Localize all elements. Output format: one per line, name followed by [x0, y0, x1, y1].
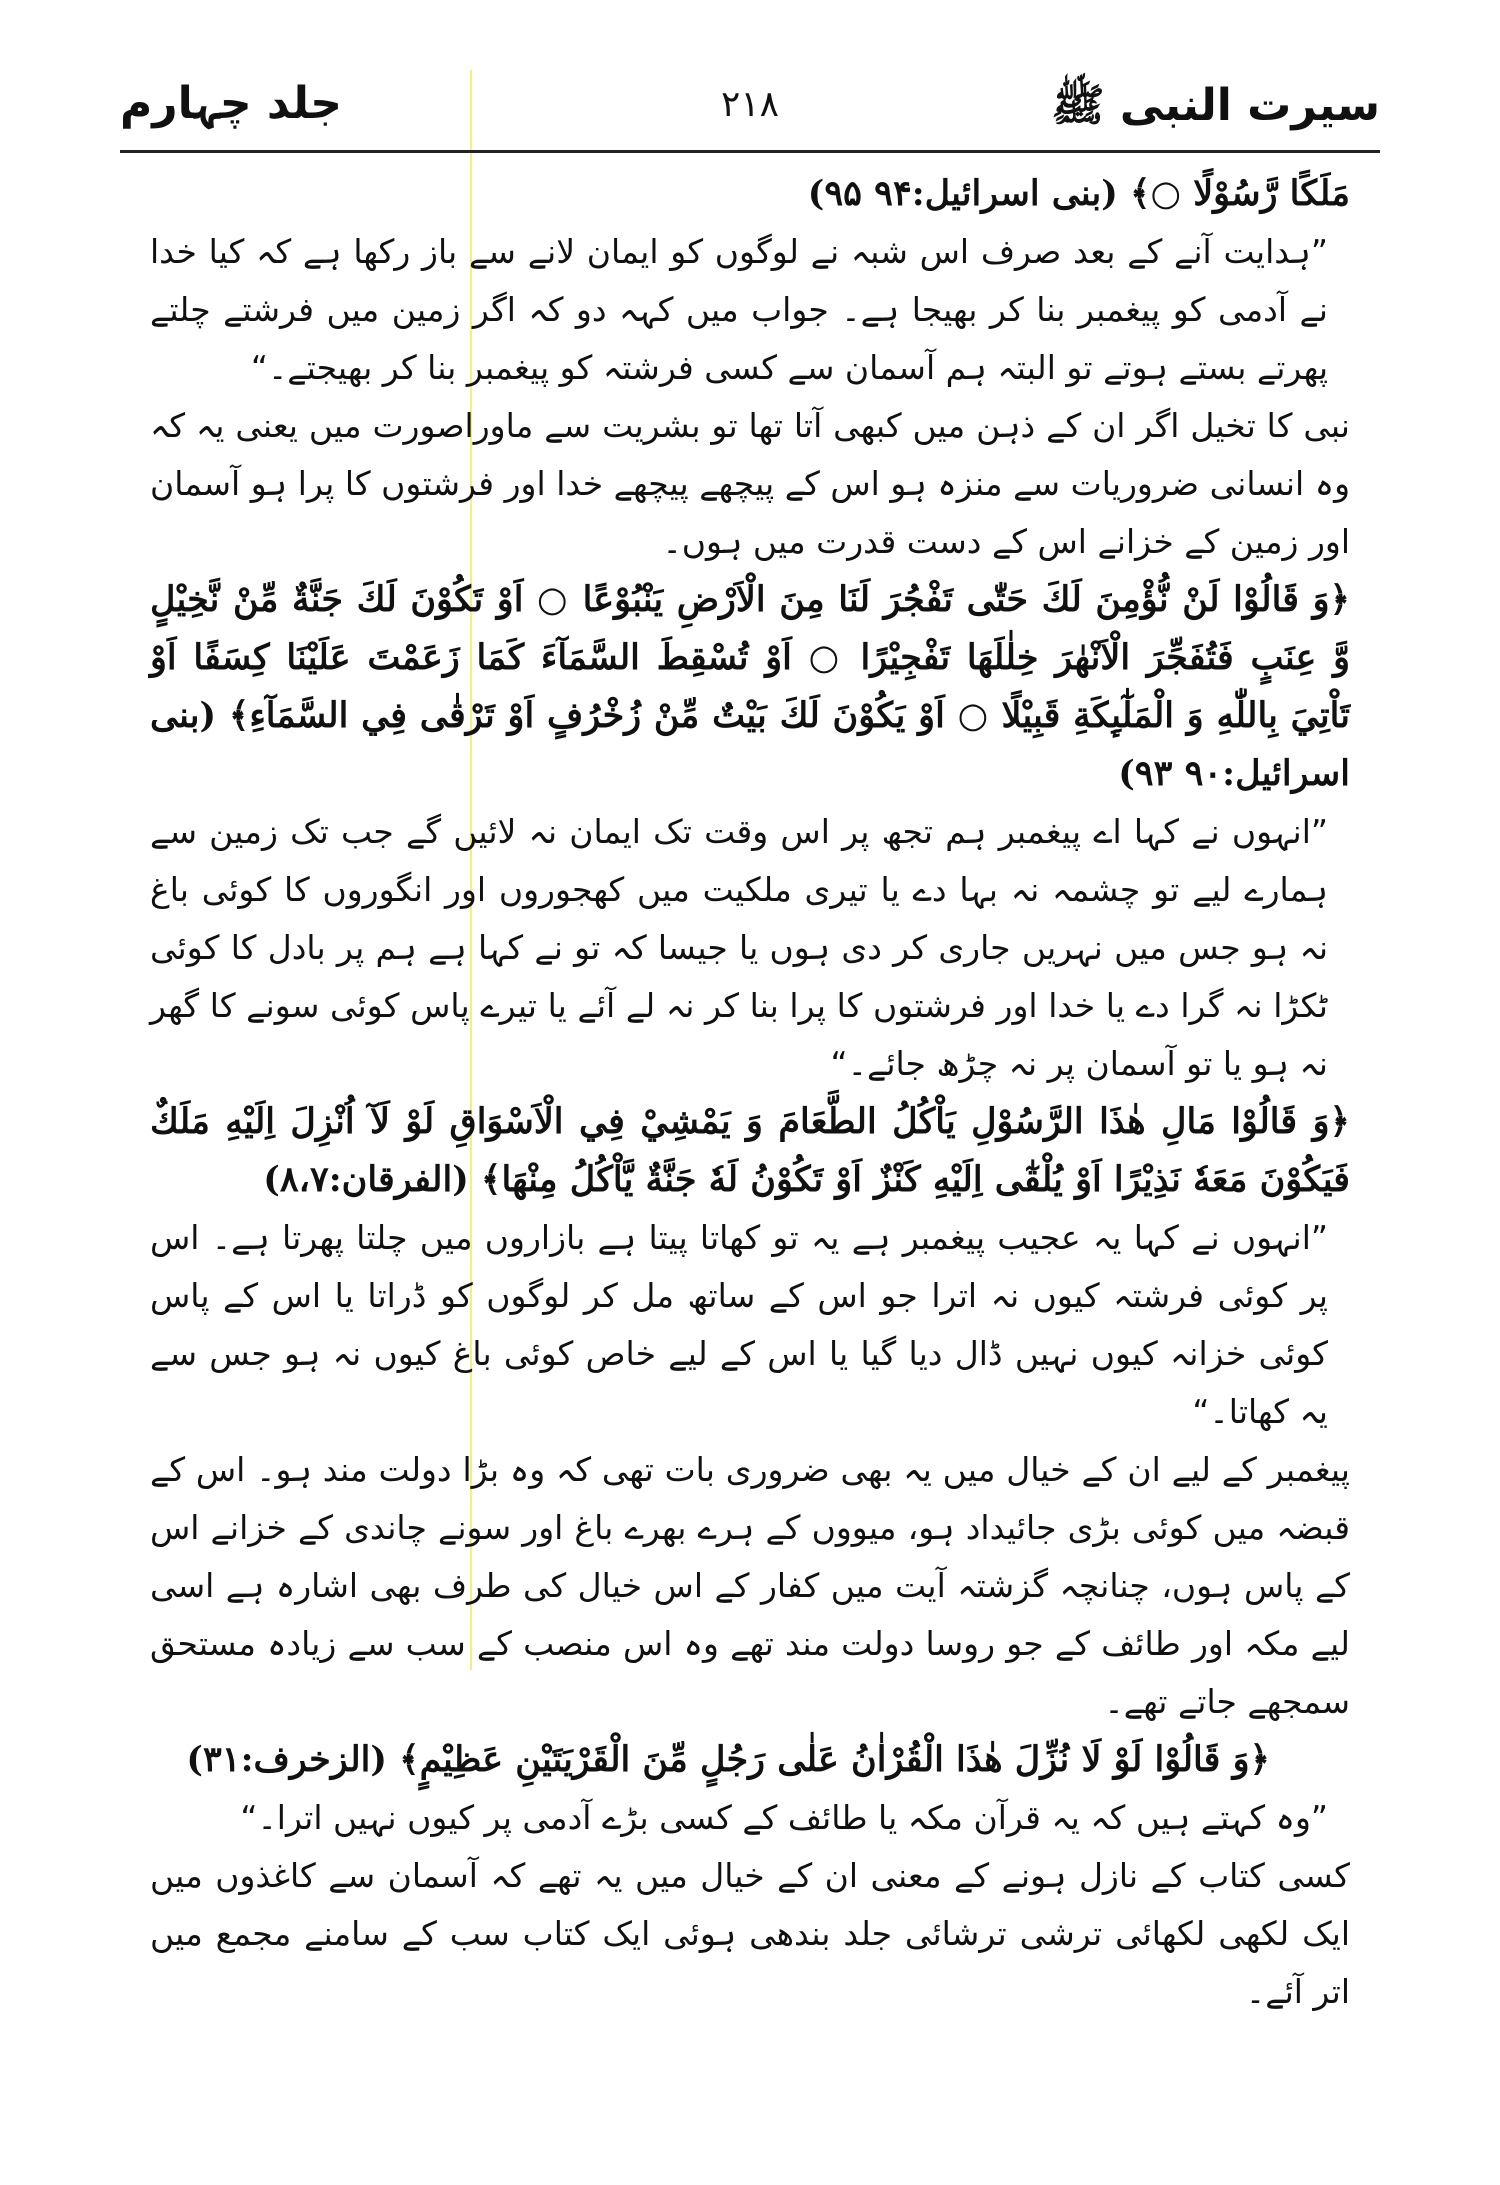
page-body [150, 165, 1350, 2021]
page-header [120, 70, 1380, 153]
volume-label: جلد چہارم [120, 78, 342, 129]
quran-verse: ﴿وَ قَالُوْا مَالِ هٰذَا الرَّسُوْلِ يَاْكُلُ الطَّعَامَ وَ يَمْشِيْ فِي الْاَسْوَاقِ لَوْ لَآ اُنْزِلَ اِلَيْهِ مَلَكٌ فَيَكُوْنَ مَعَهٗ نَذِيْرًا اَوْ يُلْقٰٓى اِلَيْهِ كَنْزٌ اَوْ تَكُوْنُ لَهٗ جَنَّةٌ يَّاْكُلُ مِنْهَا﴾ (الفرقان:۸،۷) [150, 1101, 1350, 1200]
quran-verse: ﴿وَ قَالُوْا لَنْ نُّؤْمِنَ لَكَ حَتّٰى تَفْجُرَ لَنَا مِنَ الْاَرْضِ يَنْبُوْعًا ○ اَوْ تَكُوْنَ لَكَ جَنَّةٌ مِّنْ نَّخِيْلٍ وَّ عِنَبٍ فَتُفَجِّرَ الْاَنْهٰرَ خِلٰلَهَا تَفْجِيْرًا ○ اَوْ تُسْقِطَ السَّمَآءَ كَمَا زَعَمْتَ عَلَيْنَا كِسَفًا اَوْ تَاْتِيَ بِاللّٰهِ وَ الْمَلٰٓىِٕكَةِ قَبِيْلًا ○ اَوْ يَكُوْنَ لَكَ بَيْتٌ مِّنْ زُخْرُفٍ اَوْ تَرْقٰى فِي السَّمَآءِ﴾ (بنی اسرائیل:۹۰ ۹۳) [150, 579, 1350, 794]
quran-reference-fragment: مَلَكًا رَّسُوْلًا ○﴾ (بنی اسرائیل:۹۴ ۹۵) [807, 173, 1350, 214]
translation-paragraph: ”انہوں نے کہا اے پیغمبر ہم تجھ پر اس وقت تک ایمان نہ لائیں گے جب تک زمین سے ہمارے لیے تو چشمہ نہ بہا دے یا تیری ملکیت میں کھجوروں اور انگوروں کا کوئی باغ نہ ہو جس میں نہریں جاری کر دی ہوں یا جیسا کہ تو نے کہا ہے ہم پر بادل کا کوئی ٹکڑا نہ گرا دے یا خدا اور فرشتوں کا پرا بنا کر نہ لے آئے یا تیرے پاس کوئی سونے کا گھر نہ ہو یا تو آسمان پر نہ چڑھ جائے۔“ [150, 812, 1328, 1083]
translation-paragraph: ”وہ کہتے ہیں کہ یہ قرآن مکہ یا طائف کے کسی بڑے آدمی پر کیوں نہیں اترا۔“ [240, 1798, 1328, 1837]
page-number: ۲۱۸ [720, 84, 780, 125]
translation-paragraph: ”ہدایت آنے کے بعد صرف اس شبہ نے لوگوں کو ایمان لانے سے باز رکھا ہے کہ کیا خدا نے آدمی کو پیغمبر بنا کر بھیجا ہے۔ جواب میں کہہ دو کہ اگر زمین میں فرشتے چلتے پھرتے بستے ہوتے تو البتہ ہم آسمان سے کسی فرشتہ کو پیغمبر بنا کر بھیجتے۔“ [150, 232, 1328, 387]
book-title: سیرت النبی ﷺ [1051, 80, 1380, 131]
body-paragraph: کسی کتاب کے نازل ہونے کے معنی ان کے خیال میں یہ تھے کہ آسمان سے کاغذوں میں ایک لکھی لکھائی ترشی ترشائی جلد بندھی ہوئی ایک کتاب سب کے سامنے مجمع میں اتر آئے۔ [150, 1856, 1350, 2011]
quran-verse: ﴿وَ قَالُوْا لَوْ لَا نُزِّلَ هٰذَا الْقُرْاٰنُ عَلٰى رَجُلٍ مِّنَ الْقَرْيَتَيْنِ عَظِيْمٍ﴾ (الزخرف:۳۱) [186, 1739, 1270, 1780]
body-paragraph: پیغمبر کے لیے ان کے خیال میں یہ بھی ضروری بات تھی کہ وہ بڑا دولت مند ہو۔ اس کے قبضہ میں کوئی بڑی جائیداد ہو، میووں کے ہرے بھرے باغ اور سونے چاندی کے خزانے اس کے پاس ہوں، چنانچہ گزشتہ آیت میں کفار کے اس خیال کی طرف بھی اشارہ ہے اسی لیے مکہ اور طائف کے جو روسا دولت مند تھے وہ اس منصب کے سب سے زیادہ مستحق سمجھے جاتے تھے۔ [150, 1450, 1350, 1721]
translation-paragraph: ”انہوں نے کہا یہ عجیب پیغمبر ہے یہ تو کھاتا پیتا ہے بازاروں میں چلتا پھرتا ہے۔ اس پر کوئی فرشتہ کیوں نہ اترا جو اس کے ساتھ مل کر لوگوں کو ڈراتا یا اس کے پاس کوئی خزانہ کیوں نہیں ڈال دیا گیا یا اس کے لیے خاص کوئی باغ کیوں نہ ہو جس سے یہ کھاتا۔“ [150, 1218, 1328, 1431]
body-paragraph: نبی کا تخیل اگر ان کے ذہن میں کبھی آتا تھا تو بشریت سے ماوراصورت میں یعنی یہ کہ وہ انسانی ضروریات سے منزہ ہو اس کے پیچھے پیچھے خدا اور فرشتوں کا پرا ہو آسمان اور زمین کے خزانے اس کے دست قدرت میں ہوں۔ [150, 406, 1350, 561]
